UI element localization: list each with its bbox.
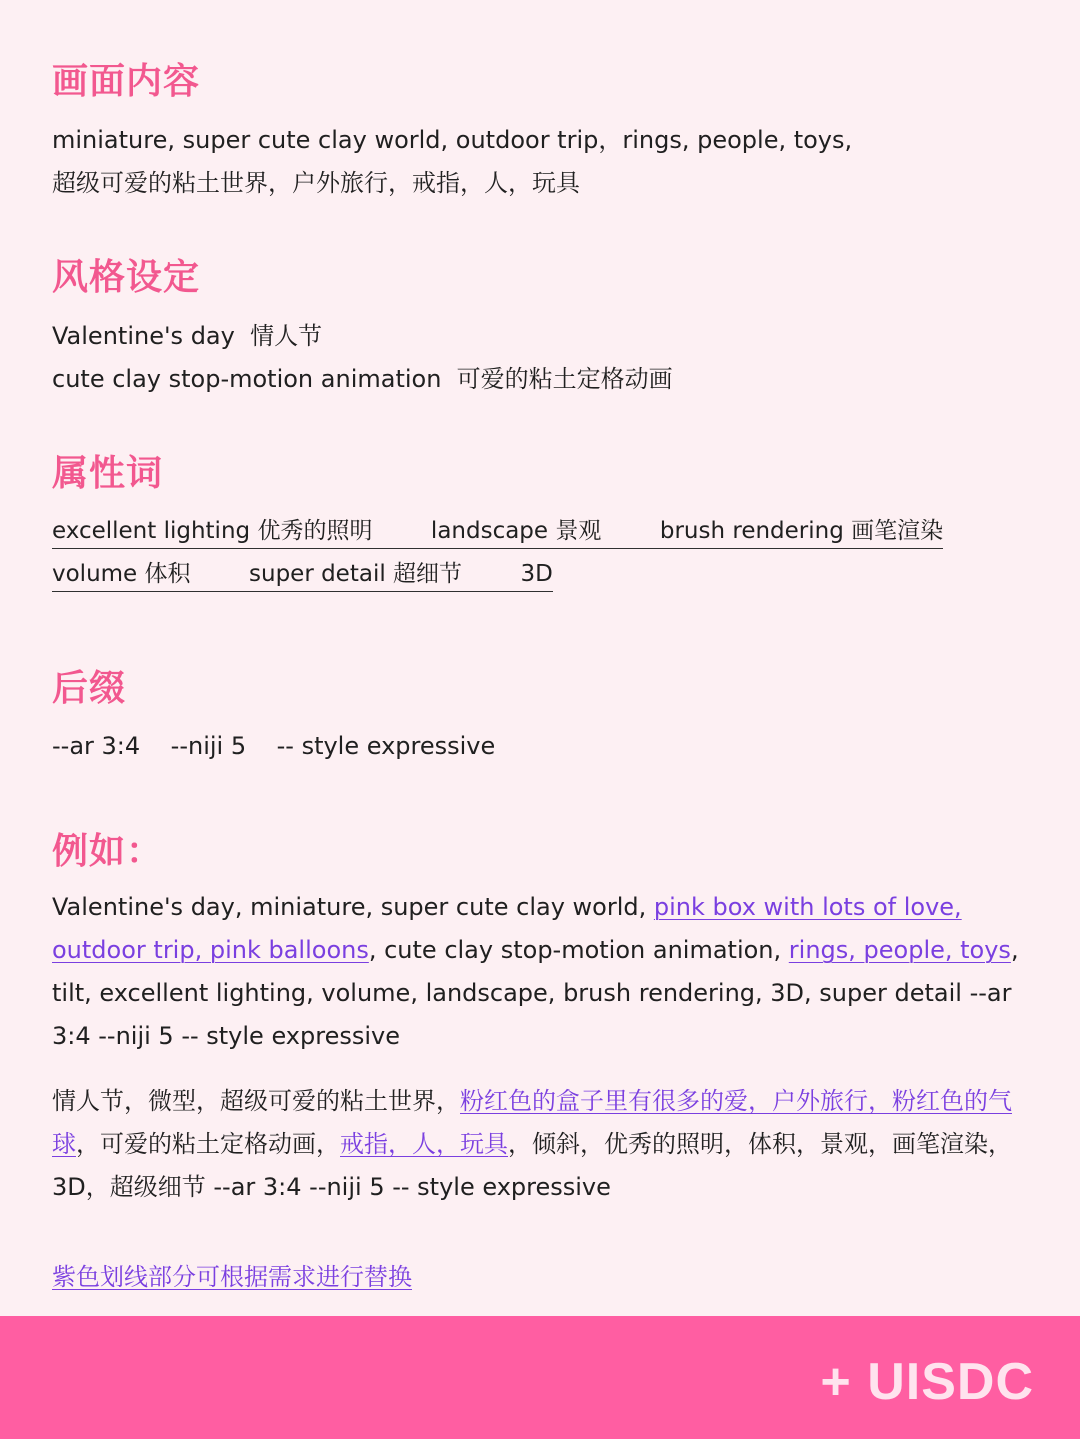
example-zh-highlight-1: 粉红色的盒子里有很多的爱，户外旅行，粉红色的气球 <box>52 1087 1012 1158</box>
example-en-text-3: , tilt, excellent lighting, volume, landscape, brush rendering, 3D, super detail --ar 3:4 --niji 5 -- style expressive <box>52 936 1019 1050</box>
suffix-line: --ar 3:4 --niji 5 -- style expressive <box>52 732 496 760</box>
content-line-en: miniature, super cute clay world, outdoor trip，rings, people, toys, <box>52 126 853 154</box>
style-line-1: Valentine's day 情人节 <box>52 322 323 350</box>
example-zh-text-2: ，可爱的粘土定格动画， <box>76 1130 340 1158</box>
example-zh-text-3: ，倾斜，优秀的照明，体积，景观，画笔渲染，3D，超级细节 --ar 3:4 --niji 5 -- style expressive <box>52 1130 1012 1201</box>
footer-bar <box>0 1316 1080 1439</box>
example-paragraph-zh <box>52 1080 1037 1209</box>
content-line-zh: 超级可爱的粘土世界，户外旅行，戒指，人，玩具 <box>52 169 580 197</box>
example-zh-text-1: 情人节，微型，超级可爱的粘土世界， <box>52 1087 460 1115</box>
suffix-heading: 后缀 <box>52 668 127 709</box>
attributes-row-1: excellent lighting 优秀的照明 landscape 景观 brush rendering 画笔渲染 <box>52 516 943 549</box>
example-heading: 例如： <box>52 831 164 872</box>
example-en-text-2: , cute clay stop-motion animation, <box>368 936 789 964</box>
brand-logo: + UISDC <box>820 1353 1034 1411</box>
example-en-highlight-1: pink box with lots of love, outdoor trip, pink balloons <box>52 893 962 964</box>
example-en-text-1: Valentine's day, miniature, super cute clay world, <box>52 893 654 921</box>
example-paragraph-en <box>52 886 1037 1058</box>
attributes-row-2: volume 体积 super detail 超细节 3D <box>52 559 553 592</box>
example-zh-highlight-2: 戒指，人，玩具 <box>340 1130 508 1158</box>
replace-note: 紫色划线部分可根据需求进行替换 <box>52 1263 412 1291</box>
style-line-2: cute clay stop-motion animation 可爱的粘土定格动画 <box>52 365 673 393</box>
style-heading: 风格设定 <box>52 257 201 298</box>
attributes-heading: 属性词 <box>52 453 164 494</box>
content-heading: 画面内容 <box>52 61 201 102</box>
example-en-highlight-2: rings, people, toys <box>788 936 1011 964</box>
